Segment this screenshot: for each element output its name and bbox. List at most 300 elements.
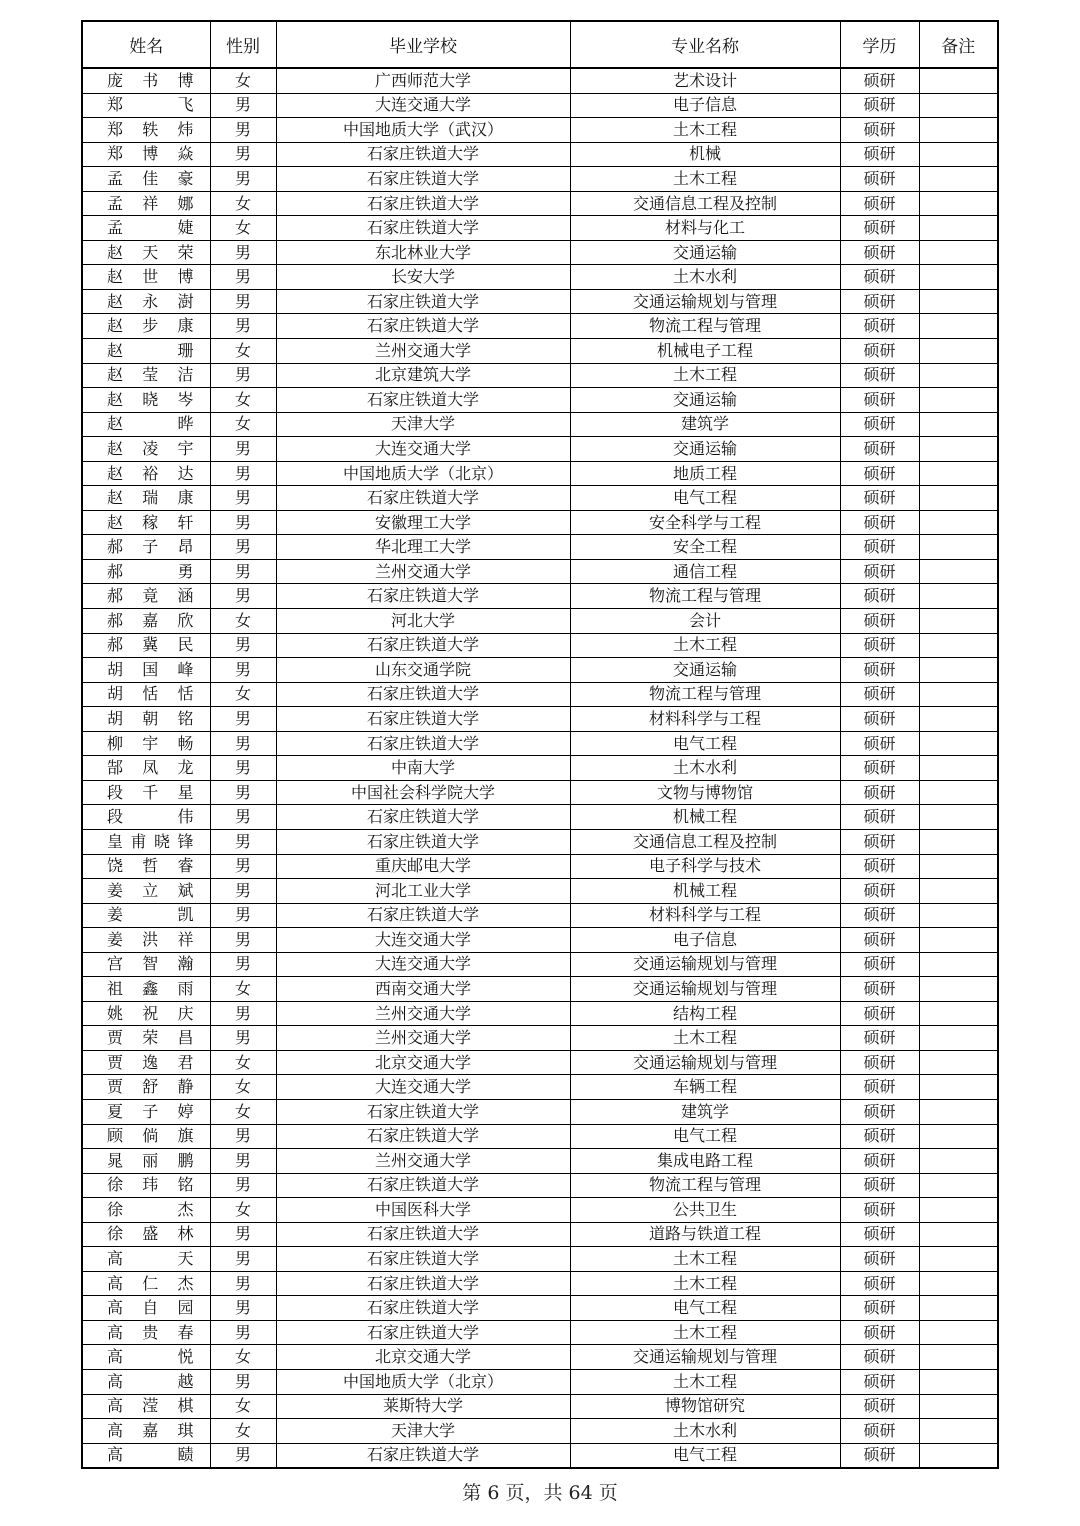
name-cell bbox=[82, 118, 210, 143]
name-char: 赵 bbox=[107, 512, 124, 532]
school-cell: 天津大学 bbox=[276, 1419, 570, 1444]
table-row bbox=[82, 731, 998, 756]
name-char: 孟 bbox=[107, 193, 124, 213]
table-row bbox=[82, 167, 998, 192]
gender-cell: 男 bbox=[210, 633, 276, 658]
degree-cell: 硕研 bbox=[840, 437, 919, 462]
name-cell bbox=[82, 707, 210, 732]
name-text bbox=[107, 561, 194, 583]
name-cell bbox=[82, 1198, 210, 1223]
name-cell bbox=[82, 928, 210, 953]
table-row bbox=[82, 339, 998, 364]
name-char: 民 bbox=[177, 635, 194, 655]
school-cell: 石家庄铁道大学 bbox=[276, 829, 570, 854]
remarks-cell bbox=[919, 1247, 998, 1272]
name-text bbox=[107, 708, 194, 730]
name-char: 鹏 bbox=[177, 1150, 194, 1170]
table-row bbox=[82, 903, 998, 928]
name-char: 哲 bbox=[142, 856, 159, 876]
major-cell: 电气工程 bbox=[570, 486, 840, 511]
name-char: 倘 bbox=[142, 1126, 159, 1146]
major-cell: 交通运输 bbox=[570, 658, 840, 683]
name-char: 康 bbox=[177, 488, 194, 508]
name-char: 自 bbox=[142, 1298, 159, 1318]
gender-cell: 女 bbox=[210, 1050, 276, 1075]
name-char: 婕 bbox=[177, 218, 194, 238]
remarks-cell bbox=[919, 1026, 998, 1051]
table-row bbox=[82, 486, 998, 511]
name-char: 胡 bbox=[107, 684, 124, 704]
name-char: 郝 bbox=[107, 635, 124, 655]
table-row bbox=[82, 1345, 998, 1370]
name-char: 康 bbox=[177, 316, 194, 336]
name-text bbox=[107, 585, 194, 607]
table-row bbox=[82, 1026, 998, 1051]
major-cell: 土木水利 bbox=[570, 265, 840, 290]
remarks-cell bbox=[919, 1173, 998, 1198]
school-cell: 石家庄铁道大学 bbox=[276, 682, 570, 707]
major-cell: 通信工程 bbox=[570, 559, 840, 584]
name-cell bbox=[82, 559, 210, 584]
name-char: 杰 bbox=[177, 1273, 194, 1293]
school-cell: 中南大学 bbox=[276, 756, 570, 781]
school-cell: 广西师范大学 bbox=[276, 68, 570, 93]
page-footer: 第 6 页，共 64 页 bbox=[462, 1482, 618, 1504]
remarks-cell bbox=[919, 1271, 998, 1296]
school-cell: 石家庄铁道大学 bbox=[276, 903, 570, 928]
school-cell: 石家庄铁道大学 bbox=[276, 486, 570, 511]
school-cell: 石家庄铁道大学 bbox=[276, 1124, 570, 1149]
major-cell: 建筑学 bbox=[570, 412, 840, 437]
name-cell bbox=[82, 658, 210, 683]
gender-cell: 男 bbox=[210, 854, 276, 879]
name-text bbox=[107, 683, 194, 705]
name-char: 荣 bbox=[177, 242, 194, 262]
school-cell: 石家庄铁道大学 bbox=[276, 314, 570, 339]
name-char: 赵 bbox=[107, 340, 124, 360]
remarks-cell bbox=[919, 682, 998, 707]
major-cell: 交通运输 bbox=[570, 240, 840, 265]
name-cell bbox=[82, 1345, 210, 1370]
degree-cell: 硕研 bbox=[840, 977, 919, 1002]
school-cell: 长安大学 bbox=[276, 265, 570, 290]
name-text bbox=[107, 1150, 194, 1172]
table-row bbox=[82, 1419, 998, 1444]
col-header-gender: 性别 bbox=[210, 21, 276, 68]
name-text bbox=[107, 1125, 194, 1147]
school-cell: 石家庄铁道大学 bbox=[276, 1296, 570, 1321]
degree-cell: 硕研 bbox=[840, 388, 919, 413]
remarks-cell bbox=[919, 289, 998, 314]
major-cell: 建筑学 bbox=[570, 1099, 840, 1124]
major-cell: 交通运输规划与管理 bbox=[570, 952, 840, 977]
degree-cell: 硕研 bbox=[840, 1149, 919, 1174]
school-cell: 中国社会科学院大学 bbox=[276, 780, 570, 805]
name-text bbox=[107, 315, 194, 337]
degree-cell: 硕研 bbox=[840, 535, 919, 560]
name-char: 伟 bbox=[177, 807, 194, 827]
gender-cell: 女 bbox=[210, 388, 276, 413]
name-char: 龙 bbox=[177, 758, 194, 778]
name-char: 静 bbox=[177, 1077, 194, 1097]
remarks-cell bbox=[919, 805, 998, 830]
name-char: 岑 bbox=[177, 389, 194, 409]
name-cell bbox=[82, 633, 210, 658]
gender-cell: 男 bbox=[210, 731, 276, 756]
name-cell bbox=[82, 756, 210, 781]
school-cell: 石家庄铁道大学 bbox=[276, 731, 570, 756]
name-char: 春 bbox=[177, 1322, 194, 1342]
table-row bbox=[82, 1271, 998, 1296]
name-text bbox=[107, 487, 194, 509]
table-row bbox=[82, 829, 998, 854]
name-char: 徐 bbox=[107, 1199, 124, 1219]
degree-cell: 硕研 bbox=[840, 1296, 919, 1321]
table-row bbox=[82, 1075, 998, 1100]
degree-cell: 硕研 bbox=[840, 1050, 919, 1075]
gender-cell: 男 bbox=[210, 658, 276, 683]
school-cell: 华北理工大学 bbox=[276, 535, 570, 560]
major-cell: 交通运输 bbox=[570, 388, 840, 413]
name-text bbox=[107, 929, 194, 951]
degree-cell: 硕研 bbox=[840, 731, 919, 756]
table-row bbox=[82, 952, 998, 977]
school-cell: 北京交通大学 bbox=[276, 1345, 570, 1370]
name-char: 欣 bbox=[177, 610, 194, 630]
degree-cell: 硕研 bbox=[840, 314, 919, 339]
major-cell: 交通信息工程及控制 bbox=[570, 191, 840, 216]
name-text bbox=[107, 217, 194, 239]
gender-cell: 女 bbox=[210, 412, 276, 437]
name-char: 子 bbox=[142, 1101, 159, 1121]
table-row bbox=[82, 609, 998, 634]
gender-cell: 男 bbox=[210, 486, 276, 511]
remarks-cell bbox=[919, 486, 998, 511]
school-cell: 石家庄铁道大学 bbox=[276, 1099, 570, 1124]
school-cell: 河北大学 bbox=[276, 609, 570, 634]
table-row bbox=[82, 412, 998, 437]
name-char: 宇 bbox=[142, 733, 159, 753]
graduate-roster-table bbox=[81, 20, 999, 1469]
gender-cell: 男 bbox=[210, 167, 276, 192]
gender-cell: 男 bbox=[210, 1173, 276, 1198]
gender-cell: 女 bbox=[210, 1075, 276, 1100]
table-row bbox=[82, 289, 998, 314]
gender-cell: 男 bbox=[210, 1369, 276, 1394]
school-cell: 山东交通学院 bbox=[276, 658, 570, 683]
table-row bbox=[82, 1198, 998, 1223]
gender-cell: 男 bbox=[210, 510, 276, 535]
major-cell: 交通信息工程及控制 bbox=[570, 829, 840, 854]
table-row bbox=[82, 1099, 998, 1124]
table-row bbox=[82, 437, 998, 462]
name-text bbox=[107, 1003, 194, 1025]
table-row bbox=[82, 535, 998, 560]
degree-cell: 硕研 bbox=[840, 609, 919, 634]
degree-cell: 硕研 bbox=[840, 707, 919, 732]
degree-cell: 硕研 bbox=[840, 1099, 919, 1124]
name-char: 柳 bbox=[107, 733, 124, 753]
degree-cell: 硕研 bbox=[840, 1075, 919, 1100]
name-cell bbox=[82, 1247, 210, 1272]
major-cell: 车辆工程 bbox=[570, 1075, 840, 1100]
name-char: 孟 bbox=[107, 168, 124, 188]
name-char: 胡 bbox=[107, 708, 124, 728]
col-header-name: 姓名 bbox=[82, 21, 210, 68]
remarks-cell bbox=[919, 314, 998, 339]
degree-cell: 硕研 bbox=[840, 1026, 919, 1051]
name-char: 轩 bbox=[177, 512, 194, 532]
school-cell: 兰州交通大学 bbox=[276, 1001, 570, 1026]
school-cell: 兰州交通大学 bbox=[276, 339, 570, 364]
name-cell bbox=[82, 216, 210, 241]
name-char: 豪 bbox=[177, 168, 194, 188]
remarks-cell bbox=[919, 118, 998, 143]
school-cell: 中国医科大学 bbox=[276, 1198, 570, 1223]
major-cell: 电气工程 bbox=[570, 731, 840, 756]
degree-cell: 硕研 bbox=[840, 93, 919, 118]
table-row bbox=[82, 1001, 998, 1026]
major-cell: 集成电路工程 bbox=[570, 1149, 840, 1174]
major-cell: 材料科学与工程 bbox=[570, 707, 840, 732]
major-cell: 物流工程与管理 bbox=[570, 682, 840, 707]
school-cell: 兰州交通大学 bbox=[276, 1149, 570, 1174]
remarks-cell bbox=[919, 1419, 998, 1444]
school-cell: 北京建筑大学 bbox=[276, 363, 570, 388]
degree-cell: 硕研 bbox=[840, 1419, 919, 1444]
name-char: 轶 bbox=[142, 119, 159, 139]
degree-cell: 硕研 bbox=[840, 879, 919, 904]
name-char: 郝 bbox=[107, 561, 124, 581]
gender-cell: 女 bbox=[210, 1419, 276, 1444]
degree-cell: 硕研 bbox=[840, 486, 919, 511]
col-header-school: 毕业学校 bbox=[276, 21, 570, 68]
gender-cell: 男 bbox=[210, 829, 276, 854]
school-cell: 西南交通大学 bbox=[276, 977, 570, 1002]
gender-cell: 男 bbox=[210, 118, 276, 143]
table-row bbox=[82, 510, 998, 535]
degree-cell: 硕研 bbox=[840, 633, 919, 658]
name-text bbox=[107, 413, 194, 435]
remarks-cell bbox=[919, 658, 998, 683]
name-char: 稼 bbox=[142, 512, 159, 532]
name-char: 斌 bbox=[177, 880, 194, 900]
degree-cell: 硕研 bbox=[840, 1001, 919, 1026]
major-cell: 交通运输规划与管理 bbox=[570, 1345, 840, 1370]
name-char: 赵 bbox=[107, 267, 124, 287]
name-char: 洪 bbox=[142, 929, 159, 949]
school-cell: 石家庄铁道大学 bbox=[276, 1247, 570, 1272]
name-cell bbox=[82, 142, 210, 167]
degree-cell: 硕研 bbox=[840, 829, 919, 854]
name-text bbox=[107, 1444, 194, 1466]
name-char: 郜 bbox=[107, 758, 124, 778]
name-char: 顾 bbox=[107, 1126, 124, 1146]
name-char: 饶 bbox=[107, 856, 124, 876]
name-text bbox=[107, 634, 194, 656]
name-char: 峰 bbox=[177, 659, 194, 679]
remarks-cell bbox=[919, 1222, 998, 1247]
name-char: 高 bbox=[107, 1249, 124, 1269]
degree-cell: 硕研 bbox=[840, 1345, 919, 1370]
major-cell: 机械工程 bbox=[570, 805, 840, 830]
table-row bbox=[82, 854, 998, 879]
table-row bbox=[82, 191, 998, 216]
name-char: 贾 bbox=[107, 1052, 124, 1072]
name-text bbox=[107, 266, 194, 288]
gender-cell: 男 bbox=[210, 240, 276, 265]
major-cell: 土木工程 bbox=[570, 1320, 840, 1345]
table-row bbox=[82, 314, 998, 339]
school-cell: 石家庄铁道大学 bbox=[276, 805, 570, 830]
degree-cell: 硕研 bbox=[840, 1173, 919, 1198]
name-char: 佳 bbox=[142, 168, 159, 188]
name-char: 瑞 bbox=[142, 488, 159, 508]
name-cell bbox=[82, 93, 210, 118]
name-char: 恬 bbox=[177, 684, 194, 704]
name-char: 君 bbox=[177, 1052, 194, 1072]
remarks-cell bbox=[919, 1099, 998, 1124]
name-char: 凤 bbox=[142, 758, 159, 778]
school-cell: 中国地质大学（武汉） bbox=[276, 118, 570, 143]
remarks-cell bbox=[919, 1149, 998, 1174]
school-cell: 中国地质大学（北京） bbox=[276, 461, 570, 486]
name-text bbox=[107, 610, 194, 632]
school-cell: 大连交通大学 bbox=[276, 1075, 570, 1100]
remarks-cell bbox=[919, 584, 998, 609]
gender-cell: 女 bbox=[210, 1345, 276, 1370]
name-char: 祥 bbox=[142, 193, 159, 213]
name-cell bbox=[82, 1075, 210, 1100]
gender-cell: 男 bbox=[210, 289, 276, 314]
table-row bbox=[82, 584, 998, 609]
degree-cell: 硕研 bbox=[840, 780, 919, 805]
table-row bbox=[82, 1173, 998, 1198]
name-text bbox=[107, 1420, 194, 1442]
name-cell bbox=[82, 854, 210, 879]
school-cell: 兰州交通大学 bbox=[276, 559, 570, 584]
remarks-cell bbox=[919, 535, 998, 560]
remarks-cell bbox=[919, 265, 998, 290]
table-row bbox=[82, 240, 998, 265]
name-char: 步 bbox=[142, 316, 159, 336]
name-char: 赵 bbox=[107, 389, 124, 409]
name-cell bbox=[82, 1149, 210, 1174]
gender-cell: 男 bbox=[210, 363, 276, 388]
name-char: 博 bbox=[177, 70, 194, 90]
remarks-cell bbox=[919, 1124, 998, 1149]
table-row bbox=[82, 805, 998, 830]
table-row bbox=[82, 977, 998, 1002]
name-text bbox=[107, 1052, 194, 1074]
name-cell bbox=[82, 952, 210, 977]
name-char: 昌 bbox=[177, 1028, 194, 1048]
gender-cell: 男 bbox=[210, 1026, 276, 1051]
major-cell: 交通运输规划与管理 bbox=[570, 977, 840, 1002]
table-row bbox=[82, 1149, 998, 1174]
name-char: 高 bbox=[107, 1273, 124, 1293]
degree-cell: 硕研 bbox=[840, 584, 919, 609]
name-char: 雨 bbox=[177, 979, 194, 998]
name-char: 玮 bbox=[142, 1175, 159, 1195]
remarks-cell bbox=[919, 1320, 998, 1345]
name-text bbox=[107, 512, 194, 534]
table-row bbox=[82, 363, 998, 388]
name-cell bbox=[82, 1296, 210, 1321]
name-cell bbox=[82, 535, 210, 560]
table-row bbox=[82, 461, 998, 486]
name-text bbox=[107, 733, 194, 755]
name-char: 杰 bbox=[177, 1199, 194, 1219]
school-cell: 兰州交通大学 bbox=[276, 1026, 570, 1051]
name-char: 畅 bbox=[177, 733, 194, 753]
school-cell: 天津大学 bbox=[276, 412, 570, 437]
gender-cell: 男 bbox=[210, 879, 276, 904]
col-header-major: 专业名称 bbox=[570, 21, 840, 68]
remarks-cell bbox=[919, 388, 998, 413]
name-char: 丽 bbox=[142, 1150, 159, 1170]
degree-cell: 硕研 bbox=[840, 1198, 919, 1223]
table-row bbox=[82, 118, 998, 143]
name-char: 孟 bbox=[107, 218, 124, 238]
degree-cell: 硕研 bbox=[840, 118, 919, 143]
school-cell: 石家庄铁道大学 bbox=[276, 633, 570, 658]
name-char: 达 bbox=[177, 463, 194, 483]
major-cell: 文物与博物馆 bbox=[570, 780, 840, 805]
table-row bbox=[82, 93, 998, 118]
school-cell: 大连交通大学 bbox=[276, 952, 570, 977]
name-cell bbox=[82, 879, 210, 904]
degree-cell: 硕研 bbox=[840, 191, 919, 216]
gender-cell: 男 bbox=[210, 805, 276, 830]
name-text bbox=[107, 119, 194, 141]
name-char: 郑 bbox=[107, 95, 124, 115]
name-cell bbox=[82, 510, 210, 535]
name-text bbox=[107, 855, 194, 877]
degree-cell: 硕研 bbox=[840, 363, 919, 388]
name-cell bbox=[82, 461, 210, 486]
degree-cell: 硕研 bbox=[840, 1394, 919, 1419]
name-cell bbox=[82, 1050, 210, 1075]
degree-cell: 硕研 bbox=[840, 928, 919, 953]
table-row bbox=[82, 1394, 998, 1419]
name-char: 昂 bbox=[177, 537, 194, 557]
name-char: 澍 bbox=[177, 291, 194, 311]
name-text bbox=[107, 291, 194, 313]
gender-cell: 男 bbox=[210, 952, 276, 977]
name-char: 铭 bbox=[177, 1175, 194, 1195]
name-cell bbox=[82, 289, 210, 314]
name-char: 炜 bbox=[177, 119, 194, 139]
name-text bbox=[107, 242, 194, 264]
remarks-cell bbox=[919, 240, 998, 265]
school-cell: 石家庄铁道大学 bbox=[276, 1271, 570, 1296]
major-cell: 土木工程 bbox=[570, 1026, 840, 1051]
gender-cell: 男 bbox=[210, 314, 276, 339]
degree-cell: 硕研 bbox=[840, 1443, 919, 1468]
name-char: 涵 bbox=[177, 586, 194, 606]
table-row bbox=[82, 1296, 998, 1321]
table-row bbox=[82, 559, 998, 584]
major-cell: 土木工程 bbox=[570, 1369, 840, 1394]
name-char: 洁 bbox=[177, 365, 194, 385]
name-cell bbox=[82, 1443, 210, 1468]
name-cell bbox=[82, 167, 210, 192]
degree-cell: 硕研 bbox=[840, 1369, 919, 1394]
gender-cell: 男 bbox=[210, 461, 276, 486]
name-text bbox=[107, 782, 194, 804]
major-cell: 博物馆研究 bbox=[570, 1394, 840, 1419]
